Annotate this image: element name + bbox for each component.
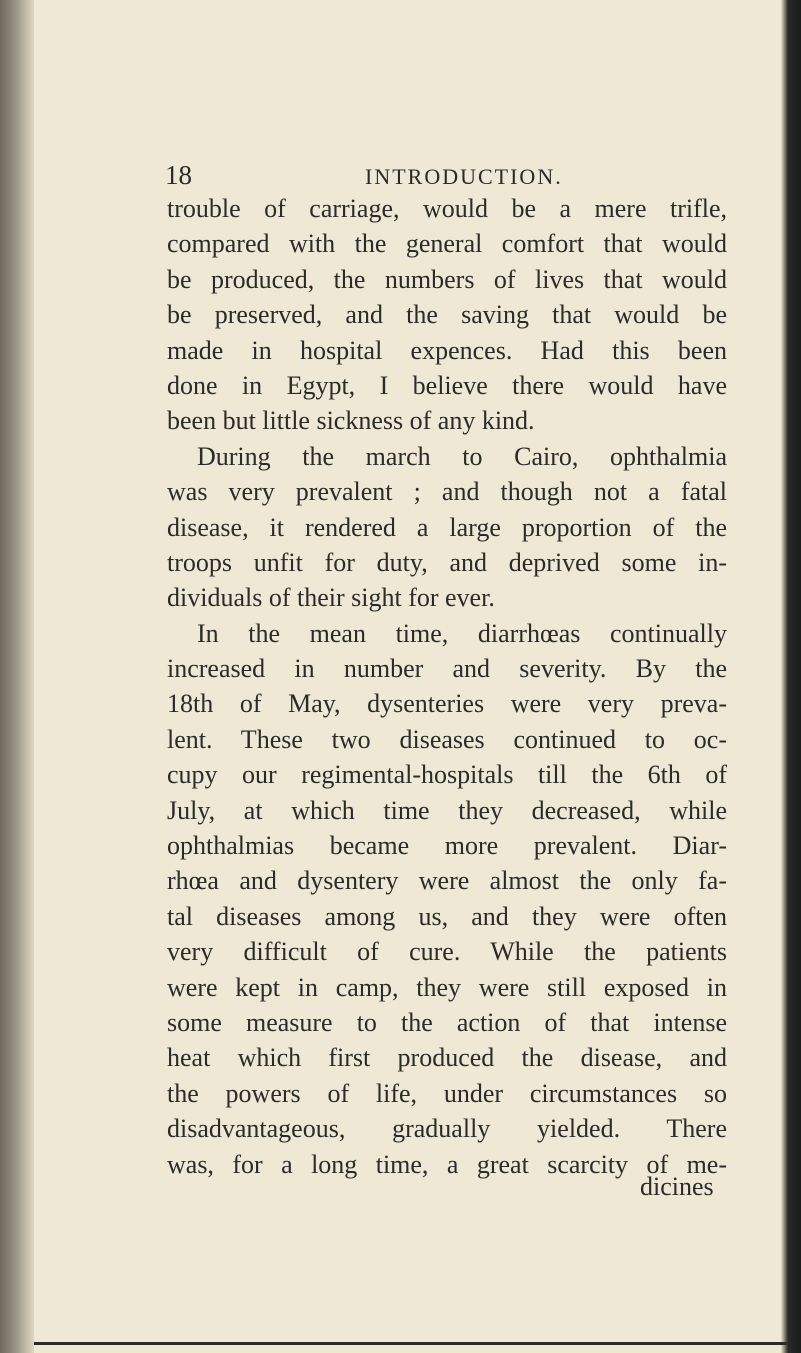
paragraph-start-line: In the mean time, diarrhœas continually	[197, 618, 727, 648]
text-line: compared with the general comfort that would	[167, 229, 727, 259]
book-binding-shadow	[0, 0, 34, 1353]
text-line: be preserved, and the saving that would be	[167, 300, 727, 330]
text-line: were kept in camp, they were still exposed in	[167, 972, 727, 1002]
text-line: be produced, the numbers of lives that would	[167, 264, 727, 294]
page-bottom-edge	[34, 1342, 787, 1345]
paragraph-start-line: During the march to Cairo, ophthalmia	[197, 441, 727, 471]
running-head: INTRODUCTION.	[365, 164, 563, 189]
text-line: troops unfit for duty, and deprived some in-	[167, 547, 727, 577]
text-line: disease, it rendered a large proportion of the	[167, 512, 727, 542]
text-line: trouble of carriage, would be a mere trifle,	[167, 194, 727, 223]
text-line: heat which first produced the disease, and	[167, 1043, 727, 1073]
page-edge	[781, 0, 801, 1353]
text-line: cupy our regimental-hospitals till the 6th of	[167, 760, 727, 790]
body-text	[167, 191, 727, 1182]
text-line: lent. These two diseases continued to oc-	[167, 724, 727, 754]
text-line: July, at which time they decreased, while	[167, 795, 727, 825]
text-line: was, for a long time, a great scarcity of me-	[167, 1149, 727, 1179]
text-line: done in Egypt, I believe there would have	[167, 370, 727, 400]
text-line: increased in number and severity. By the	[167, 654, 727, 684]
text-line: disadvantageous, gradually yielded. There	[167, 1114, 727, 1144]
page-number: 18	[165, 160, 192, 190]
text-line: 18th of May, dysenteries were very preva-	[167, 689, 727, 719]
text-line: made in hospital expences. Had this been	[167, 335, 727, 365]
text-line: the powers of life, under circumstances so	[167, 1078, 727, 1108]
catchword: dicines	[640, 1172, 714, 1201]
text-line: some measure to the action of that intense	[167, 1007, 727, 1037]
text-line: rhœa and dysentery were almost the only fa-	[167, 866, 727, 896]
text-line: dividuals of their sight for ever.	[167, 583, 495, 613]
text-line: tal diseases among us, and they were often	[167, 901, 727, 931]
text-line: been but little sickness of any kind.	[167, 406, 535, 436]
text-line: very difficult of cure. While the patients	[167, 937, 727, 967]
text-line: was very prevalent ; and though not a fatal	[167, 477, 727, 507]
text-line: ophthalmias became more prevalent. Diar-	[167, 831, 727, 861]
